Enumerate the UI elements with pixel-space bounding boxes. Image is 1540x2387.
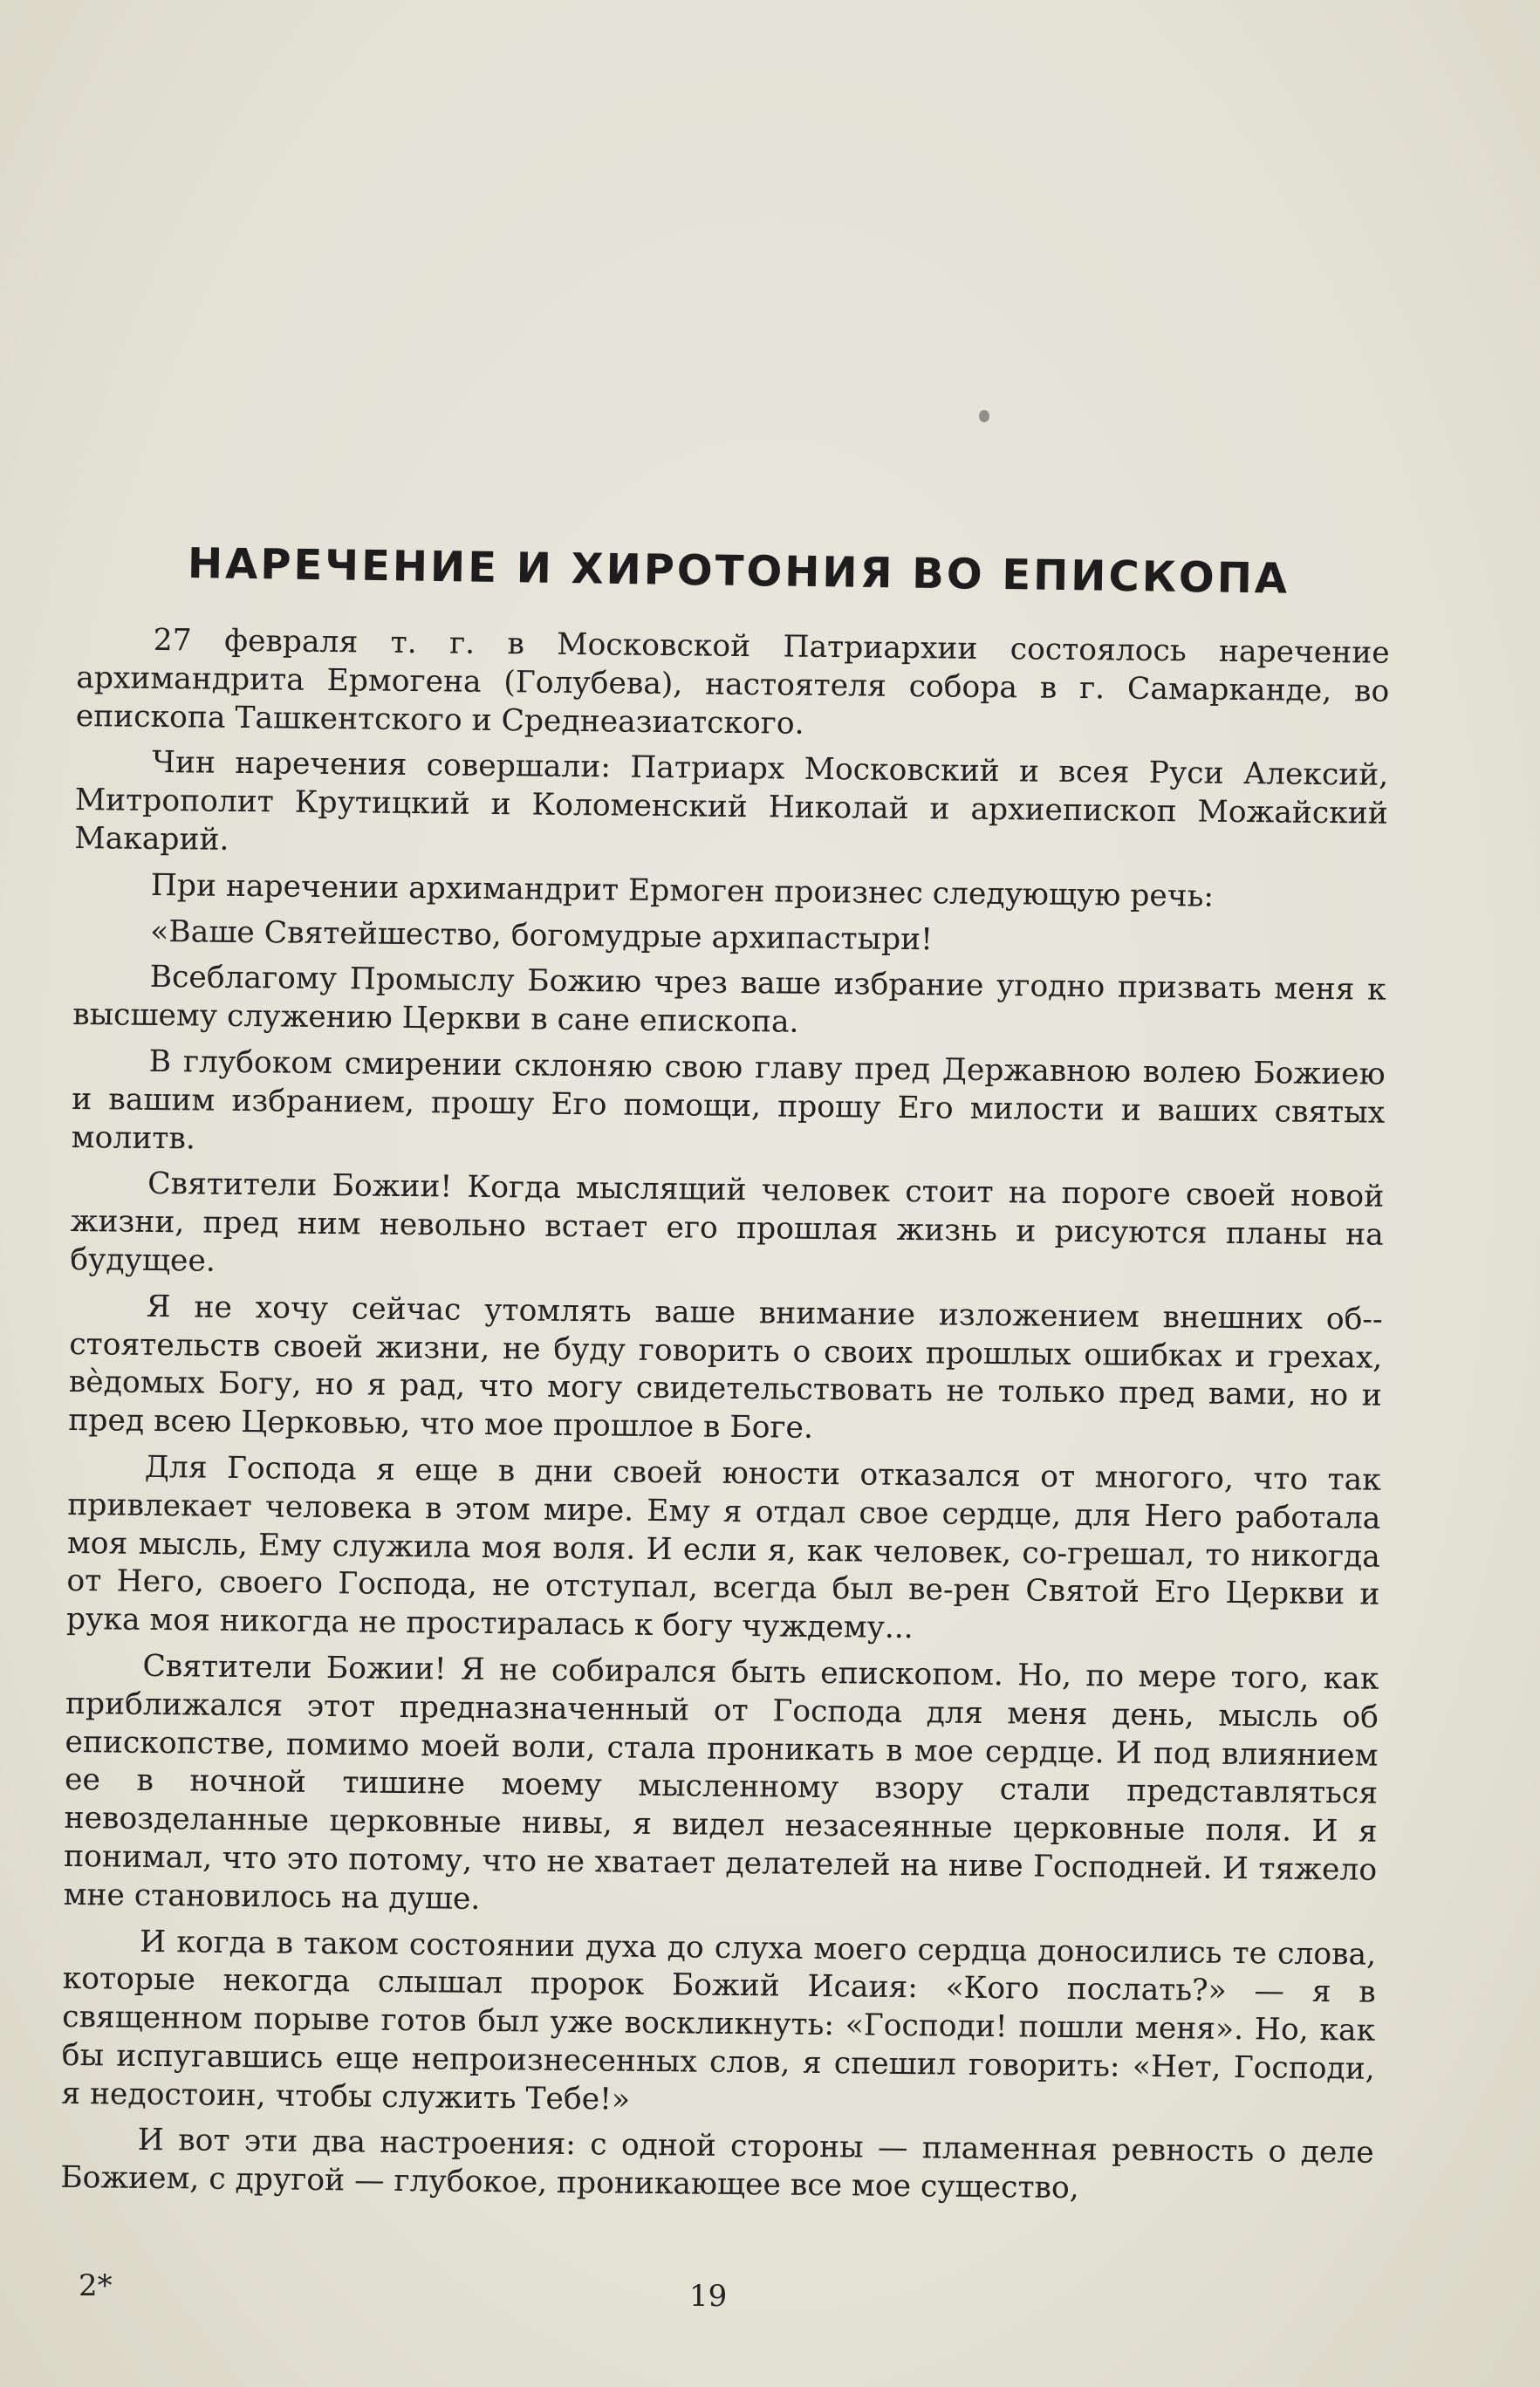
signature-mark: 2*: [79, 2268, 113, 2303]
paragraph: И вот эти два настроения: с одной стороны — пламенная ревность о деле Божием, с другой — глубокое, проникающее все мое существо,: [60, 2123, 1374, 2206]
paragraph: В глубоком смирении склоняю свою главу пред Державною волею Божиею и вашим избранием, прошу Его помощи, прошу Его милости и ваших святых молитв.: [71, 1043, 1386, 1157]
paragraph: Я не хочу сейчас утомлять ваше внимание изложением внешних об-стоятельств своей жизни, не буду говорить о своих прошлых ошибках и грехах, вѐдомых Богу, но я рад, что могу свидетельствовать не только пред вами, но и пред всею Церковью, что мое прошлое в Боге.: [68, 1289, 1383, 1447]
dust-speck: [979, 410, 989, 422]
paragraph: При наречении архимандрит Ермоген произнес следующую речь:: [150, 867, 1215, 914]
paragraph: 27 февраля т. г. в Московской Патриархии состоялось наречение архимандрита Ермогена (Голубева), настоятеля собора в г. Самарканде, во епископа Ташкентского и Среднеазиатского.: [75, 622, 1390, 742]
paragraph: Святители Божии! Когда мыслящий человек стоит на пороге своей новой жизни, пред ним невольно встает его прошлая жизнь и рисуются планы на будущее.: [70, 1166, 1385, 1279]
page-number: 19: [689, 2279, 728, 2314]
paragraph: Святители Божии! Я не собирался быть епископом. Но, по мере того, как приближался этот предназначенный от Господа для меня день, мысль об епископстве, помимо моей воли, стала проникать в мое сердце. И под влиянием ее в ночной тишине моему мысленному взору стали представляться невозделанные церковные нивы, я видел незасеянные церковные поля. И я понимал, что это потому, что не хватает делателей на ниве Господней. И тяжело мне становилось на душе.: [63, 1648, 1379, 1917]
paragraph: Чин наречения совершали: Патриарх Московский и всея Руси Алексий, Митрополит Крутицкий и Коломенский Николай и архиепископ Можайский Макарий.: [74, 745, 1389, 858]
paragraph: Всеблагому Промыслу Божию чрез ваше избрание угодно призвать меня к высшему служению Церкви в сане епископа.: [72, 960, 1386, 1040]
article-title: НАРЕЧЕНИЕ И ХИРОТОНИЯ ВО ЕПИСКОПА: [187, 539, 1290, 604]
paragraph: Для Господа я еще в дни своей юности отказался от многого, что так привлекает человека в этом мире. Ему я отдал свое сердце, для Него работала моя мысль, Ему служила моя воля. И если я, как человек, со-грешал, то никогда от Него, своего Господа, не отступал, всегда был ве-рен Святой Его Церкви и рука моя никогда не простиралась к богу чуждему...: [65, 1449, 1381, 1646]
article-body: [60, 621, 1390, 2219]
paragraph: И когда в таком состоянии духа до слуха моего сердца доносились те слова, которые некогда слышал пророк Божий Исаия: «Кого послать?» — я в священном порыве готов был уже воскликнуть: «Господи! пошли меня». Но, как бы испугавшись еще непроизнесенных слов, я спешил говорить: «Нет, Господи, я недостоин, чтобы служить Тебе!»: [61, 1924, 1377, 2117]
paragraph: «Ваше Святейшество, богомудрые архипастыри!: [150, 913, 934, 957]
